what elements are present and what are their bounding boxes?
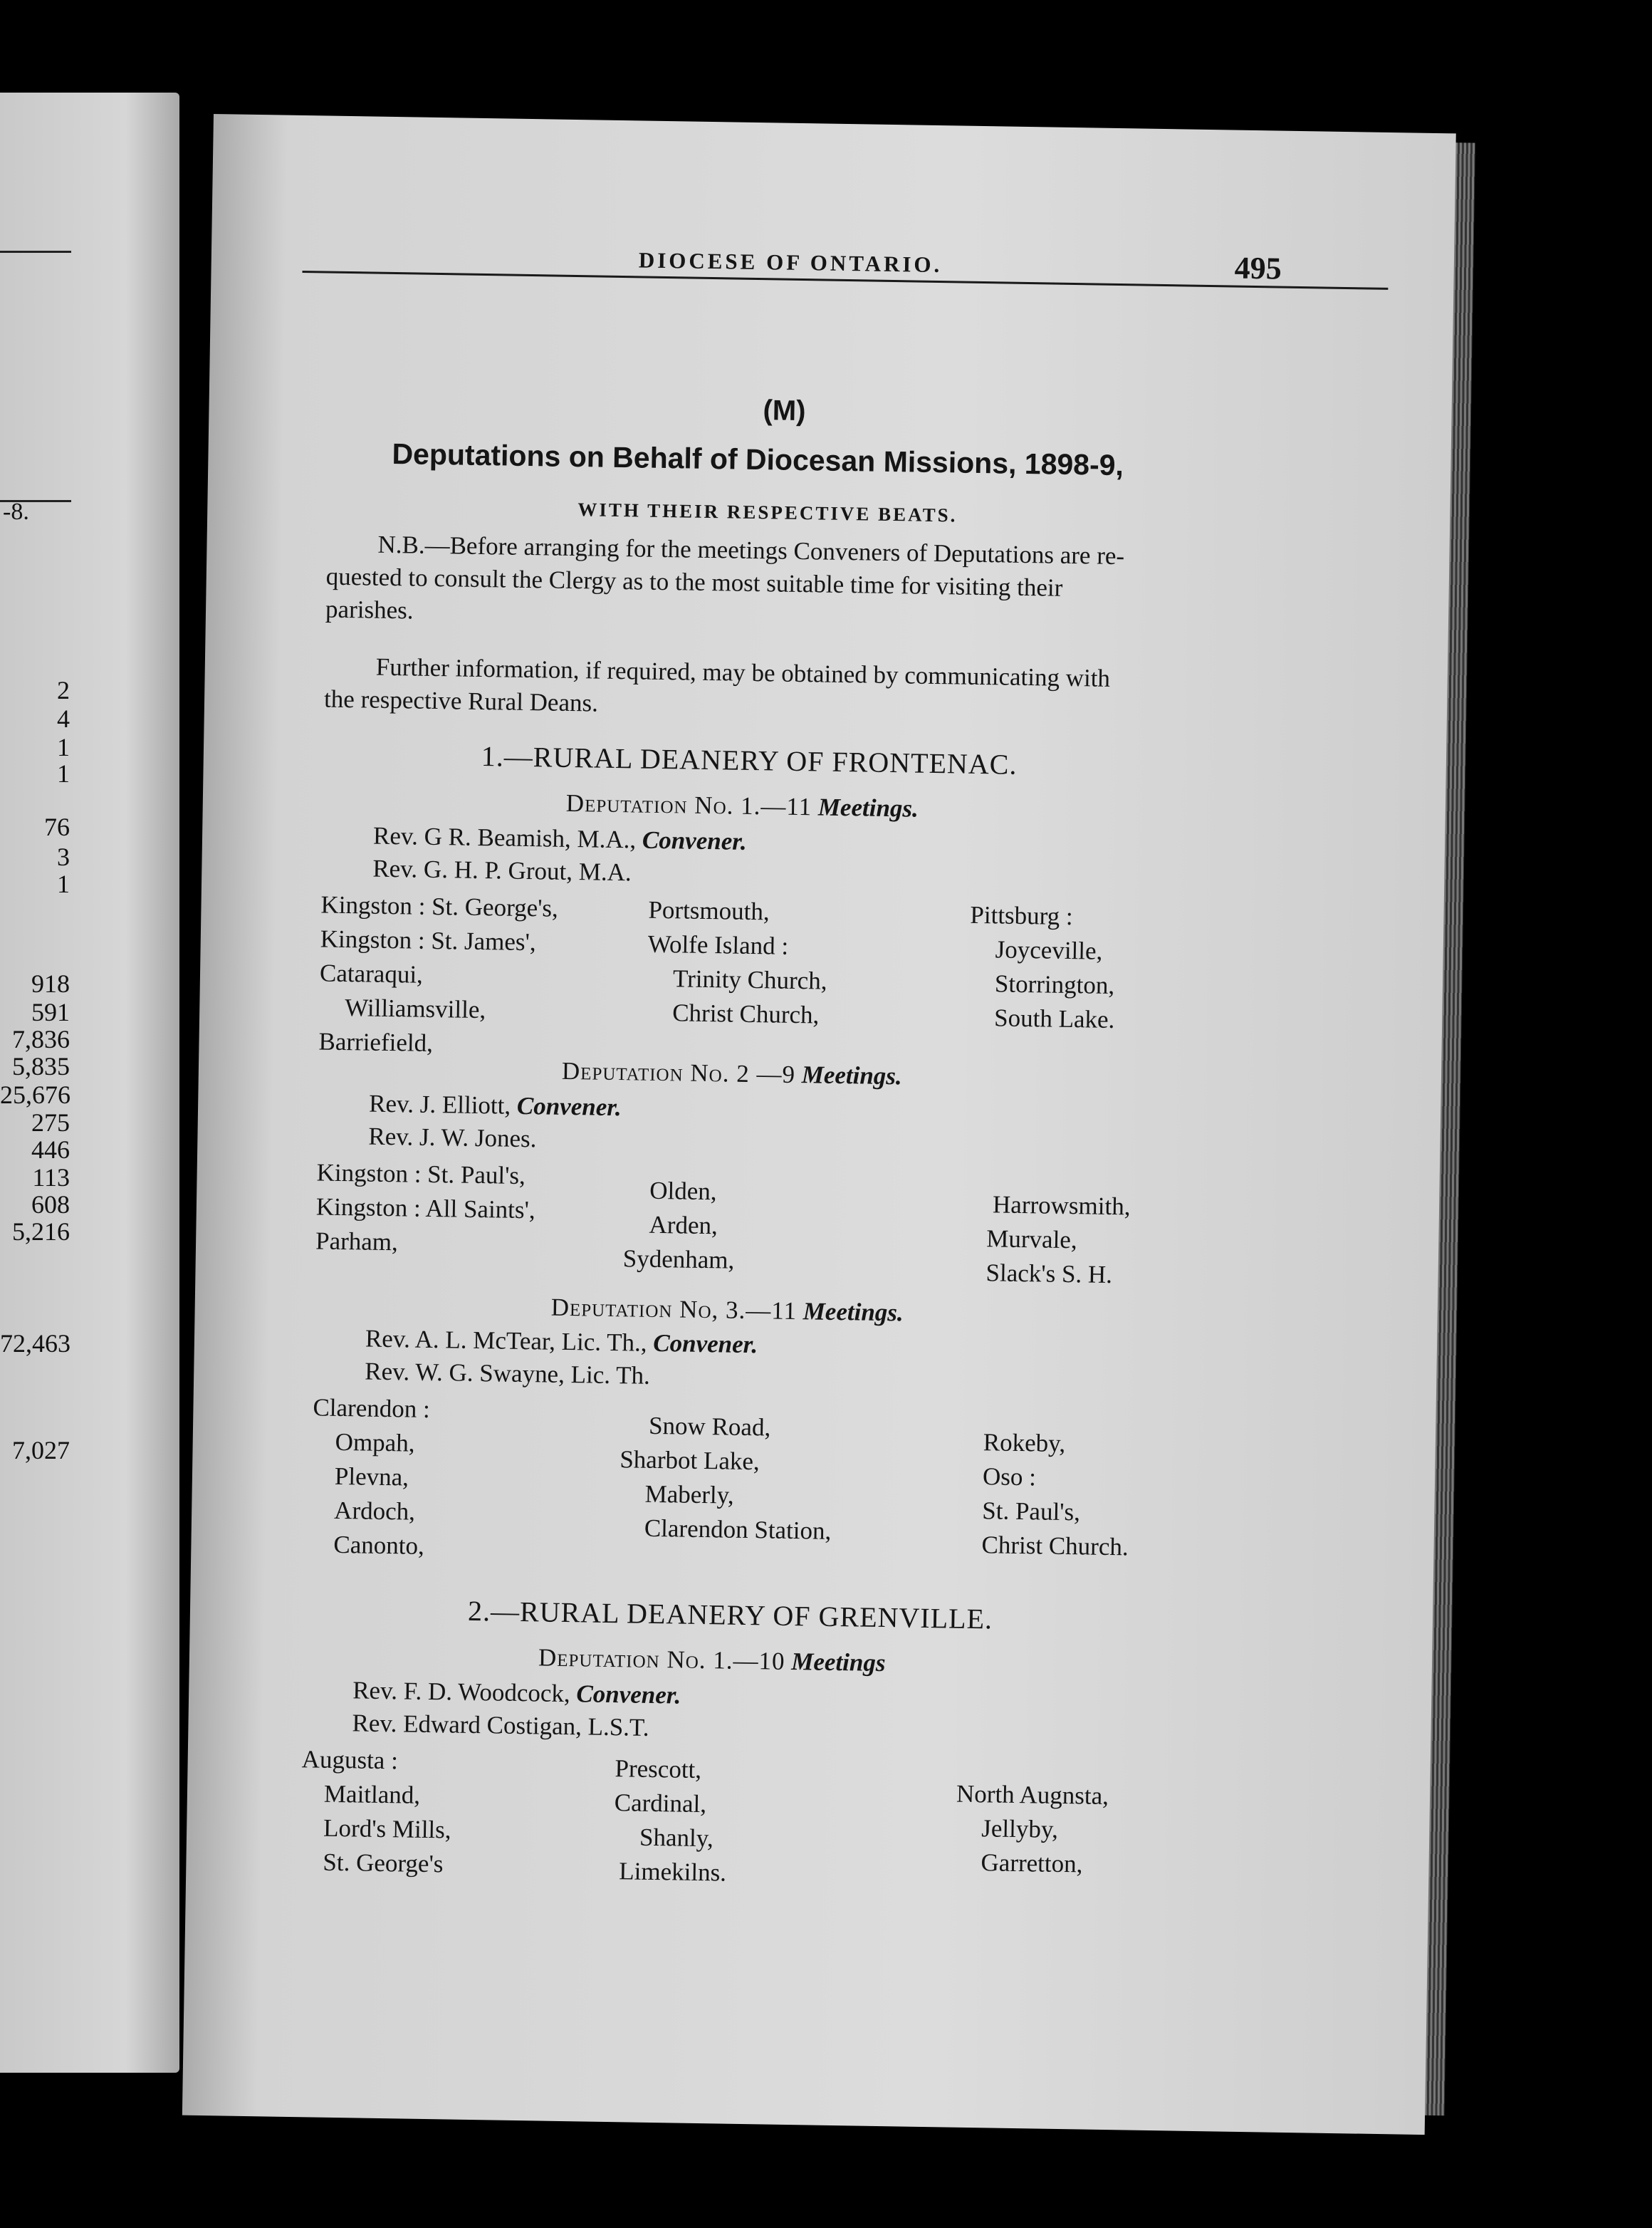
deputation-heading <box>538 1643 886 1677</box>
member-role: Convener. <box>576 1680 681 1709</box>
deputation-member <box>365 1325 758 1360</box>
deputation-member <box>352 1709 649 1742</box>
parish: Kingston : All Saints', <box>315 1192 535 1224</box>
further-info-paragraph <box>324 650 1111 728</box>
member-name: Rev. F. D. Woodcock, <box>352 1676 571 1708</box>
parish: Ardoch, <box>333 1496 416 1526</box>
parish-column <box>622 1173 736 1277</box>
deputation-member <box>372 855 632 887</box>
parish: St. Paul's, <box>982 1496 1081 1526</box>
deputation-heading <box>566 789 919 823</box>
left-page-number: 7,027 <box>12 1436 70 1464</box>
page-title: Deputations on Behalf of Diocesan Missions, 1898-9, <box>392 437 1124 482</box>
deputation-heading <box>562 1057 902 1091</box>
parish: Kingston : St. James', <box>320 925 536 957</box>
parish: Olden, <box>649 1176 717 1206</box>
left-page-number: 1 <box>57 733 70 761</box>
left-page-number: 275 <box>31 1108 70 1137</box>
page-subtitle: WITH THEIR RESPECTIVE BEATS. <box>577 499 958 526</box>
parish: Sharbot Lake, <box>620 1445 760 1476</box>
parish: Wolfe Island : <box>647 930 789 960</box>
parish: Limekilns. <box>619 1857 727 1887</box>
left-page-number: 25,676 <box>0 1081 70 1109</box>
info-line: Further information, if required, may be obtained by communicating with <box>375 652 1111 692</box>
parish: Christ Church. <box>981 1531 1129 1561</box>
parish: Kingston : St. Paul's, <box>316 1158 526 1190</box>
deanery-heading-frontenac: 1.—RURAL DEANERY OF FRONTENAC. <box>481 740 1018 781</box>
parish: Snow Road, <box>648 1411 771 1442</box>
note-paragraph <box>325 528 1125 639</box>
parish-column <box>619 1408 833 1548</box>
left-page-number: 918 <box>31 969 70 998</box>
deputation-label: Deputation No, 3.—11 <box>550 1293 798 1326</box>
parish: Clarendon : <box>313 1393 431 1423</box>
note-line: N.B.—Before arranging for the meetings Conveners of Deputations are re- <box>377 530 1125 571</box>
deputation-member <box>373 822 747 856</box>
note-line: quested to consult the Clergy as to the most suitable time for visiting their <box>325 562 1063 602</box>
parish: Rokeby, <box>983 1428 1066 1458</box>
meetings-label: Meetings. <box>803 1297 904 1327</box>
parish: Portsmouth, <box>648 895 770 926</box>
parish: Joyceville, <box>995 935 1103 965</box>
parish: Christ Church, <box>671 999 820 1029</box>
main-page <box>182 114 1456 2135</box>
parish: Canonto, <box>333 1530 425 1560</box>
member-name: Rev. J. Elliott, <box>368 1089 511 1120</box>
deputation-member <box>368 1123 537 1154</box>
deputation-member <box>365 1358 650 1390</box>
parish: Harrowsmith, <box>992 1190 1131 1221</box>
left-page-number: 7,836 <box>12 1025 70 1053</box>
note-line: parishes. <box>325 595 414 625</box>
left-page-number: 446 <box>31 1135 70 1164</box>
left-page-number: 591 <box>31 998 70 1026</box>
member-name: Rev. G R. Beamish, M.A., <box>372 821 637 854</box>
left-page-number: 1 <box>57 870 70 898</box>
left-page-number: 113 <box>32 1163 70 1192</box>
parish-column <box>647 893 829 1033</box>
left-page-number: 5,835 <box>12 1052 70 1081</box>
parish-column <box>955 1777 1109 1882</box>
deputation-member <box>352 1676 681 1709</box>
member-role: Convener. <box>653 1328 758 1359</box>
member-name: Rev. A. L. McTear, Lic. Th., <box>365 1324 647 1357</box>
parish-column <box>986 1187 1131 1292</box>
parish-column <box>981 1425 1130 1564</box>
page-number: 495 <box>1234 250 1282 286</box>
parish: Shanly, <box>639 1823 714 1853</box>
meetings-label: Meetings. <box>801 1061 903 1090</box>
deputation-member <box>369 1090 622 1123</box>
member-role: Convener. <box>516 1091 622 1122</box>
parish: Garretton, <box>981 1848 1083 1878</box>
parish: South Lake. <box>993 1004 1115 1034</box>
member-role: Convener. <box>642 826 748 855</box>
left-page-number: 4 <box>57 704 70 733</box>
deputation-heading <box>550 1293 904 1328</box>
parish: Murvale, <box>986 1224 1077 1254</box>
parish: Trinity Church, <box>672 964 827 995</box>
parish: Arden, <box>649 1210 718 1240</box>
left-facing-page <box>0 93 179 2073</box>
member-name: Rev. Edward Costigan, L.S.T. <box>352 1709 649 1742</box>
deputation-label: Deputation No. 2 —9 <box>561 1056 796 1088</box>
parish: Kingston : St. George's, <box>320 890 559 922</box>
info-line: the respective Rural Deans. <box>323 684 599 717</box>
parish: Jellyby, <box>981 1814 1059 1843</box>
parish-column <box>318 888 558 1063</box>
left-page-number: 1 <box>57 759 70 788</box>
parish: Sydenham, <box>622 1244 735 1274</box>
parish: Slack's S. H. <box>986 1259 1113 1289</box>
member-name: Rev. W. G. Swayne, Lic. Th. <box>364 1357 651 1390</box>
meetings-label: Meetings. <box>817 793 919 823</box>
parish: Prescott, <box>615 1754 702 1784</box>
deputation-label: Deputation No. 1.—11 <box>565 788 812 821</box>
parish: Pittsburg : <box>970 900 1074 931</box>
parish: Cataraqui, <box>319 959 424 989</box>
member-name: Rev. J. W. Jones. <box>368 1122 537 1153</box>
left-page-number: 72,463 <box>0 1329 70 1358</box>
parish: Maberly, <box>644 1479 734 1509</box>
parish-column <box>613 1751 728 1890</box>
parish: Barriefield, <box>318 1027 434 1057</box>
meetings-label: Meetings <box>791 1647 886 1677</box>
left-page-number: 2 <box>57 676 70 704</box>
parish-column <box>315 1155 536 1261</box>
deputation-label: Deputation No. 1.—10 <box>538 1643 785 1675</box>
parish-column <box>968 898 1117 1037</box>
left-page-number: 5,216 <box>12 1217 70 1246</box>
parish: Ompah, <box>335 1427 415 1457</box>
parish: Lord's Mills, <box>323 1813 451 1844</box>
parish: St. George's <box>323 1848 444 1878</box>
parish-column <box>310 1390 430 1563</box>
parish: Oso : <box>982 1462 1037 1492</box>
deanery-heading-grenville: 2.—RURAL DEANERY OF GRENVILLE. <box>467 1594 993 1635</box>
section-letter: (M) <box>763 395 806 427</box>
parish: Augusta : <box>301 1745 399 1775</box>
parish: Parham, <box>315 1227 399 1256</box>
parish: Williamsville, <box>345 994 486 1024</box>
left-page-rule <box>0 251 71 253</box>
parish: Storrington, <box>994 969 1115 1000</box>
left-page-number: 76 <box>44 813 70 841</box>
parish: Cardinal, <box>614 1789 707 1818</box>
left-page-number: 608 <box>31 1190 70 1219</box>
parish: Maitland, <box>323 1779 421 1809</box>
running-head: DIOCESE OF ONTARIO. <box>638 247 943 278</box>
left-page-fragment: -8. <box>3 499 29 525</box>
parish-column <box>300 1742 452 1881</box>
parish: North Augnsta, <box>956 1779 1109 1811</box>
parish: Clarendon Station, <box>644 1514 832 1545</box>
left-page-number: 3 <box>57 843 70 871</box>
member-name: Rev. G. H. P. Grout, M.A. <box>372 854 632 887</box>
parish: Plevna, <box>334 1462 409 1492</box>
